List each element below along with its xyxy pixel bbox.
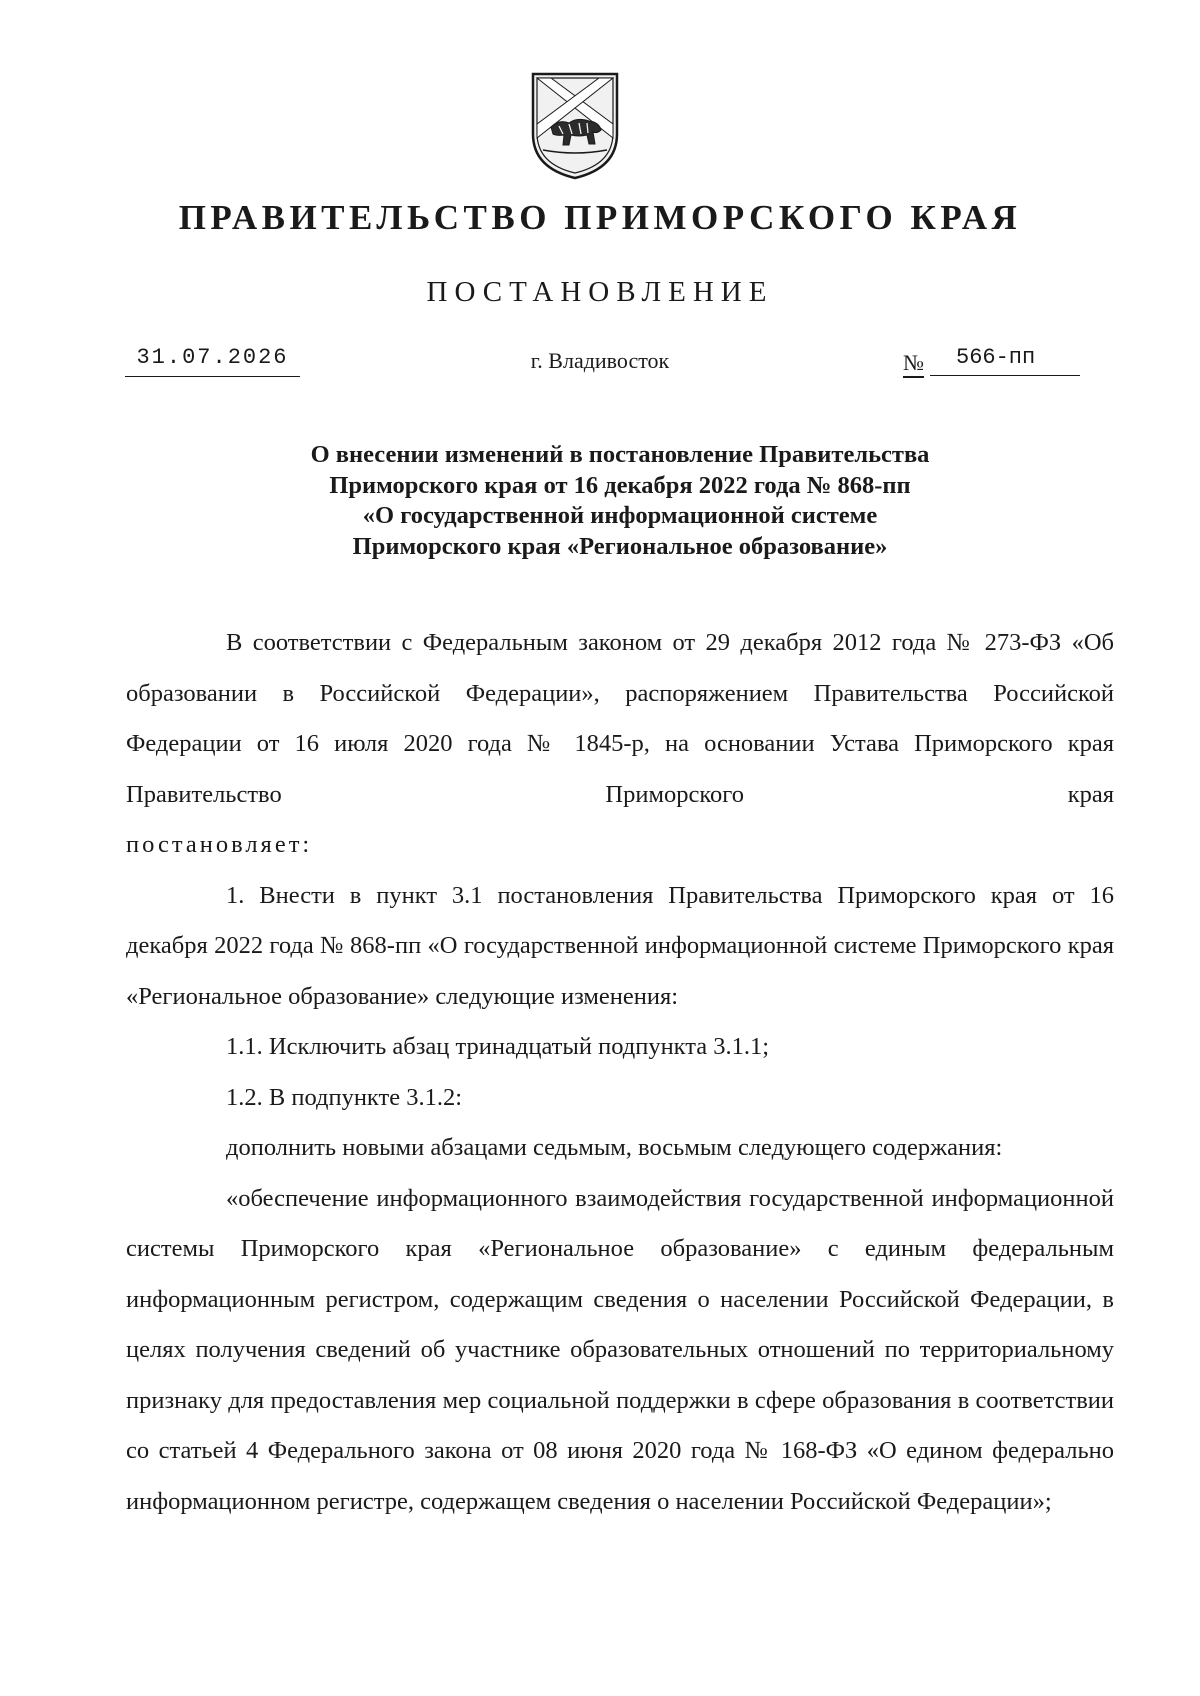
body-paragraph-quoted-text: «обеспечение информационного взаимодействия государственной информационной системы Приморского края «Региональное образование» с единым федеральным информационным регистром, содержащим сведения о населении Российской Федерации, в целях получения сведений об участнике образовательных отношений по территориальному признаку для предоставления мер социальной поддержки в сфере образования в соответствии со статьей 4 Федерального закона от 08 июня 2020 года № 168-ФЗ «О едином федерально информационном регистре, содержащем сведения о населении Российской Федерации»; [126, 1184, 1114, 1515]
document-body [126, 618, 1114, 1527]
body-paragraph-resolves: постановляет: [126, 831, 313, 858]
document-number: 566-пп [930, 346, 1080, 376]
subject-line: О внесении изменений в постановление Правительства [310, 441, 930, 468]
body-paragraph-item-1: 1. Внести в пункт 3.1 постановления Правительства Приморского края от 16 декабря 2022 года № 868-пп «О государственной информационной системе Приморского края «Региональное образование» следующие изменения: [126, 881, 1114, 1010]
body-paragraph-item-1-1: 1.1. Исключить абзац тринадцатый подпункта 3.1.1; [226, 1033, 770, 1060]
document-subject [0, 440, 1200, 562]
document-city: г. Владивосток [530, 348, 670, 373]
document-date: 31.07.2026 [125, 346, 300, 377]
document-number-label: № [903, 350, 924, 375]
government-title: ПРАВИТЕЛЬСТВО ПРИМОРСКОГО КРАЯ [178, 198, 1022, 237]
subject-line: Приморского края «Региональное образование» [352, 532, 888, 560]
body-paragraph-supplement: дополнить новыми абзацами седьмым, восьмым следующего содержания: [226, 1134, 1003, 1161]
subject-line: Приморского края от 16 декабря 2022 года № 868-пп [329, 471, 911, 499]
body-paragraph-preamble: В соответствии с Федеральным законом от 29 декабря 2012 года № 273-ФЗ «Об образовании в Российской Федерации», распоряжением Правительства Российской Федерации от 16 июля 2020 года № 1845-р, на основании Устава Приморского края Правительство Приморского края [126, 629, 1114, 808]
body-paragraph-item-1-2: 1.2. В подпункте 3.1.2: [226, 1083, 463, 1111]
document-type: ПОСТАНОВЛЕНИЕ [426, 276, 774, 308]
coat-of-arms-icon [529, 72, 621, 180]
subject-line: «О государственной информационной системе [362, 502, 878, 530]
